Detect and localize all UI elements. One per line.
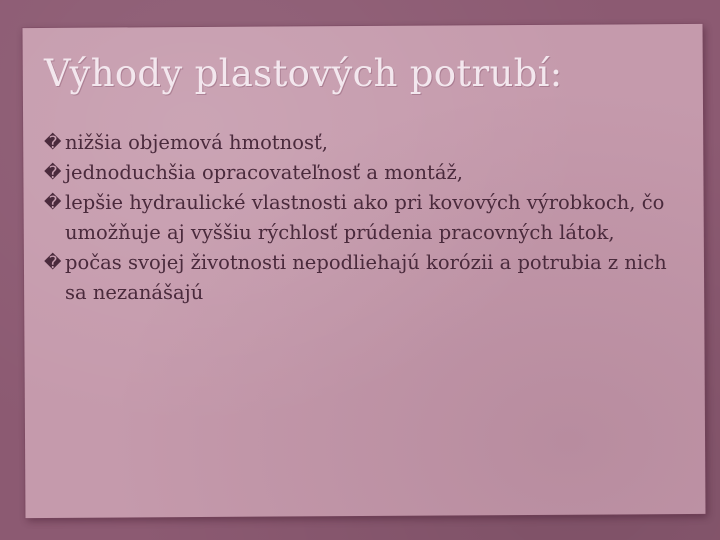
bullet-text: lepšie hydraulické vlastnosti ako pri kovových výrobkoch, čo umožňuje aj vyššiu rýchlosť prúdenia pracovných látok, [65, 191, 665, 244]
bullet-marker-icon: � [44, 163, 62, 183]
bullet-list [44, 128, 688, 308]
slide-title: Výhody plastových potrubí: [44, 52, 563, 95]
bullet-marker-icon: � [44, 133, 62, 153]
bullet-item [44, 248, 688, 308]
bullet-text: počas svojej životnosti nepodliehajú korózii a potrubia z nich sa nezanášajú [65, 251, 667, 304]
bullet-marker-icon: � [44, 253, 62, 273]
bullet-marker-icon: � [44, 193, 62, 213]
bullet-item [44, 158, 688, 188]
bullet-text: nižšia objemová hmotnosť, [65, 131, 328, 154]
bullet-item [44, 188, 688, 248]
bullet-text: jednoduchšia opracovateľnosť a montáž, [65, 161, 463, 184]
bullet-item [44, 128, 688, 158]
